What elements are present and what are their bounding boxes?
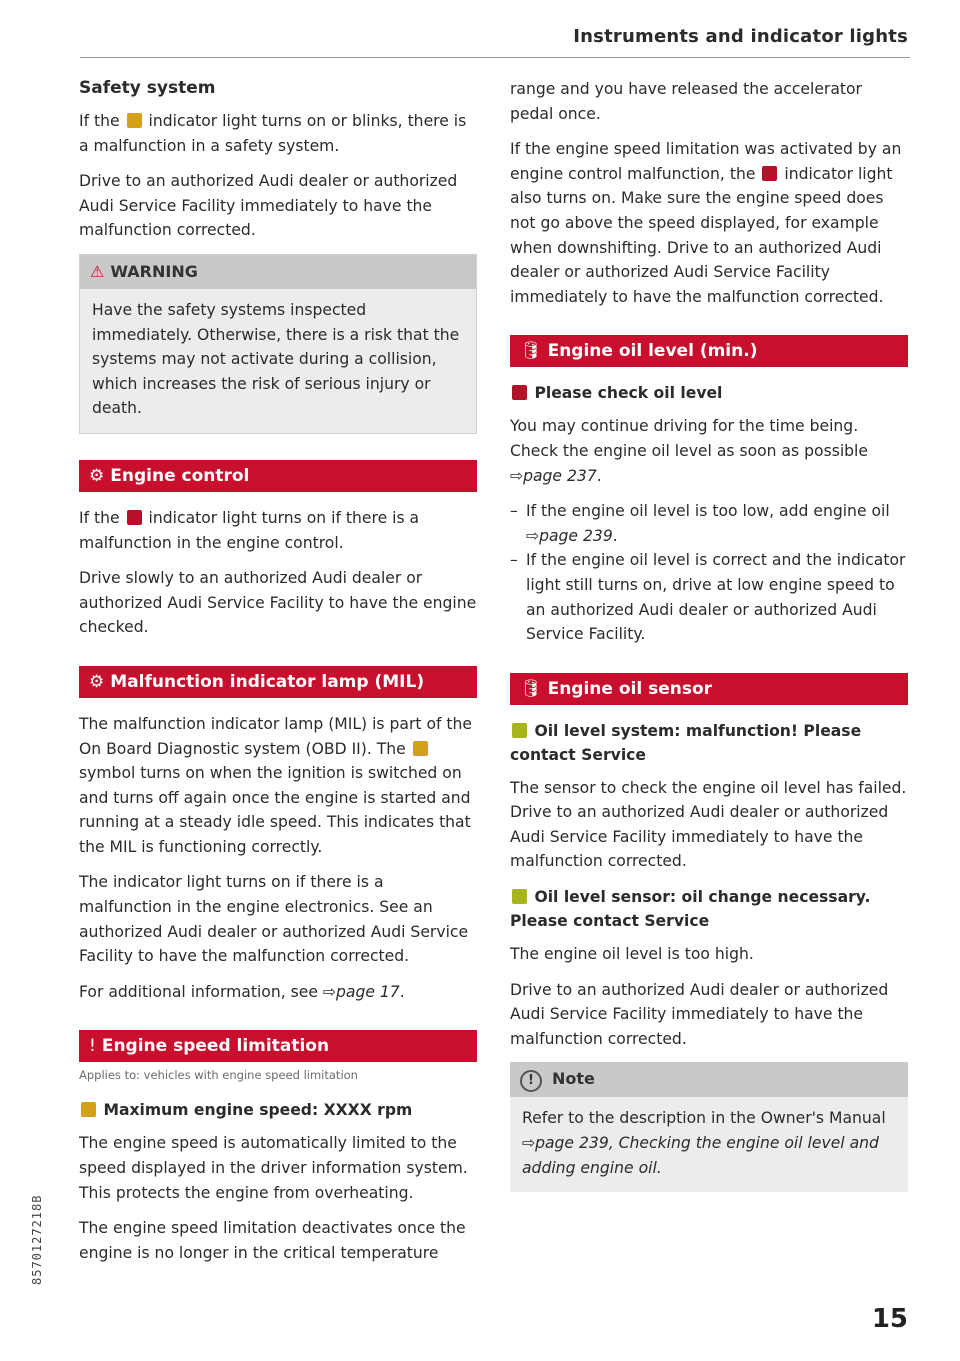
- header-rule: [80, 57, 910, 58]
- mil-bar: ⚙ Malfunction indicator lamp (MIL): [79, 666, 477, 698]
- engine-control-indicator-icon-2: [762, 166, 777, 181]
- warning-body: [80, 289, 476, 433]
- oil-min-list: [510, 499, 908, 647]
- running-header: Instruments and indicator lights: [573, 26, 908, 47]
- check-oil-heading: Please check oil level: [510, 381, 908, 405]
- arrow-icon: ⇨: [526, 526, 540, 545]
- applies-to-note: Applies to: vehicles with engine speed limitation: [79, 1068, 358, 1083]
- speed-limit-continued-1: range and you have released the accelerator pedal once.: [510, 80, 862, 123]
- max-engine-speed-heading: Maximum engine speed: XXXX rpm: [79, 1098, 477, 1122]
- oil-sensor-paragraph-2: The engine oil level is too high.: [510, 945, 754, 964]
- oil-can-icon: 🛢: [520, 341, 542, 362]
- speed-limit-icon: !: [89, 1036, 96, 1057]
- mil-engine-icon: ⚙: [89, 671, 105, 692]
- note-box: [510, 1062, 908, 1192]
- safety-paragraph-2: Drive to an authorized Audi dealer or authorized Audi Service Facility immediately to have the malfunction corrected.: [79, 172, 458, 240]
- mil-paragraph-2: The indicator light turns on if there is a malfunction in the engine electronics. See an authorized Audi dealer or authorized Audi Service Facility to have the malfunction corrected.: [79, 873, 469, 966]
- list-item: – If the engine oil level is too low, add engine oil ⇨page 239.: [510, 499, 908, 548]
- engine-icon: ⚙: [89, 465, 105, 486]
- right-column: [510, 77, 908, 1208]
- mil-indicator-icon: [413, 741, 428, 756]
- oil-change-indicator-icon: [512, 889, 527, 904]
- list-item: – If the engine oil level is correct and the indicator light still turns on, drive at low engine speed to an authorized Audi dealer or authorized Audi Service Facility.: [510, 548, 908, 646]
- speed-limit-indicator-icon: [81, 1102, 96, 1117]
- oil-level-indicator-icon: [512, 385, 527, 400]
- oil-min-paragraph: You may continue driving for the time being. Check the engine oil level as soon as possible ⇨page 237.: [510, 417, 868, 485]
- oil-change-heading: Oil level sensor: oil change necessary. Please contact Service: [510, 888, 871, 931]
- warning-text: Have the safety systems inspected immediately. Otherwise, there is a risk that the systems may not activate during a collision, which increases the risk of serious injury or death.: [92, 300, 460, 418]
- oil-level-min-bar: 🛢 Engine oil level (min.): [510, 335, 908, 367]
- warning-header: ⚠ WARNING: [80, 255, 476, 289]
- page-17-link[interactable]: ⇨page 17: [322, 982, 400, 1001]
- oil-sensor-paragraph-3: Drive to an authorized Audi dealer or authorized Audi Service Facility immediately to have the malfunction corrected.: [510, 980, 889, 1048]
- page-237-link[interactable]: ⇨page 237: [510, 466, 597, 485]
- oil-level-system-heading: Oil level system: malfunction! Please contact Service: [510, 721, 862, 764]
- arrow-icon: ⇨: [322, 982, 336, 1001]
- page-239-link[interactable]: ⇨page 239: [526, 526, 613, 545]
- page-number: 15: [871, 1304, 908, 1334]
- info-icon: !: [520, 1070, 542, 1092]
- arrow-icon: ⇨: [510, 466, 524, 485]
- engine-speed-limit-bar: ! Engine speed limitation: [79, 1030, 477, 1062]
- speed-limit-paragraph-1: The engine speed is automatically limited to the speed displayed in the driver information system. This protects the engine from overheating.: [79, 1134, 468, 1202]
- engine-control-bar: ⚙ Engine control: [79, 460, 477, 492]
- speed-limit-paragraph-2: The engine speed limitation deactivates once the engine is no longer in the critical temperature: [79, 1219, 466, 1262]
- oil-sensor-paragraph-1: The sensor to check the engine oil level has failed. Drive to an authorized Audi dealer or authorized Audi Service Facility immediately to have the malfunction corrected.: [510, 778, 907, 871]
- oil-sensor-bar: 🛢 Engine oil sensor: [510, 673, 908, 705]
- note-body: [510, 1097, 908, 1192]
- engine-control-paragraph-1: If the indicator light turns on if there is a malfunction in the engine control.: [79, 508, 420, 552]
- warning-triangle-icon: ⚠: [90, 261, 105, 281]
- engine-control-paragraph-2: Drive slowly to an authorized Audi dealer or authorized Audi Service Facility to have the engine checked.: [79, 569, 477, 637]
- mil-paragraph-3: For additional information, see ⇨page 17.: [79, 982, 405, 1001]
- note-header: ! Note: [510, 1062, 908, 1097]
- oil-sensor-icon: 🛢: [520, 678, 542, 699]
- safety-paragraph-1: If the indicator light turns on or blinks, there is a malfunction in a safety system.: [79, 112, 467, 155]
- oil-sensor-indicator-icon: [512, 723, 527, 738]
- arrow-icon: ⇨: [522, 1134, 536, 1153]
- safety-indicator-icon: [127, 113, 142, 128]
- engine-control-indicator-icon: [127, 510, 142, 525]
- speed-limit-continued-2: If the engine speed limitation was activated by an engine control malfunction, the indicator light also turns on. Make sure the engine speed does not go above the speed displayed, for example when downshifting. Drive to an authorized Audi dealer or authorized Audi Service Facility immediately to have the malfunction corrected.: [510, 140, 902, 306]
- page-239-reference-link[interactable]: ⇨page 239, Checking the engine oil level and adding engine oil: [522, 1134, 879, 1177]
- left-column: [79, 76, 477, 1276]
- warning-box: [79, 254, 477, 434]
- safety-system-heading: Safety system: [79, 78, 216, 98]
- document-code: 8570127218B: [30, 1194, 44, 1285]
- note-text: Refer to the description in the Owner's Manual ⇨page 239, Checking the engine oil level and adding engine oil.: [522, 1109, 886, 1177]
- mil-paragraph-1: The malfunction indicator lamp (MIL) is part of the On Board Diagnostic system (OBD II). The symbol turns on when the ignition is switched on and turns off again once the engine is started and running at a steady idle speed. This indicates that the MIL is functioning correctly.: [79, 714, 473, 856]
